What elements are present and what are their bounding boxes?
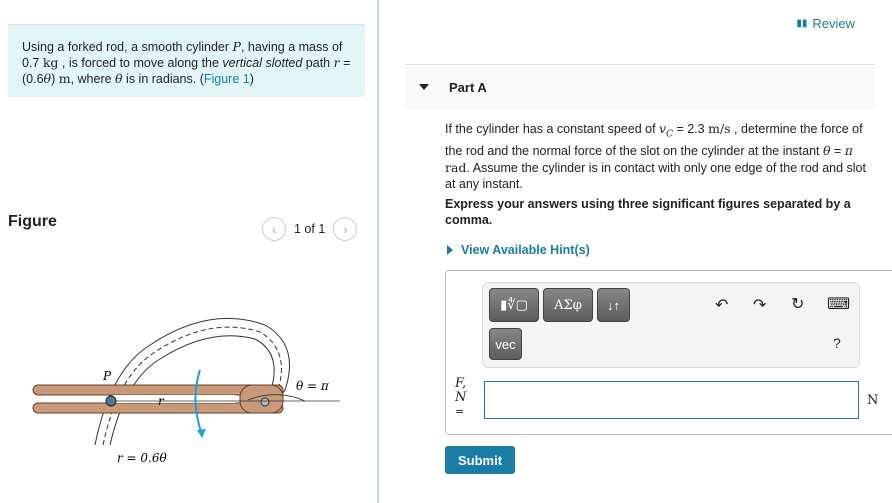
intro-text: , having a mass of 0.7 [22,40,343,70]
q-text: . Assume the cylinder is in contact with only one edge of the rod and slot at any instant. [445,160,866,191]
intro-text: ) [51,72,59,86]
figure-heading: Figure [8,213,57,230]
panel-divider[interactable] [377,0,379,503]
problem-intro [8,24,365,97]
var-pi: π [844,143,854,158]
answer-unit: N [867,393,879,408]
answer-input[interactable] [484,381,859,419]
unit-ms: m/s [708,121,731,136]
next-figure-button[interactable]: › [333,217,357,241]
reset-icon[interactable]: ↻ [791,296,805,313]
var-theta: θ [115,71,123,86]
pivot [261,398,269,406]
question-text [445,121,877,193]
rod-hub [240,385,283,413]
intro-text: , is forced to move along the [58,56,223,70]
review-icon: ▮▮ [796,18,808,29]
slot-outer [95,318,290,445]
answer-label [455,377,466,419]
var-v: v [659,121,667,136]
q-text: = [830,144,845,158]
label-eq: = [455,405,465,418]
var-r: r [333,55,340,70]
forked-rod-figure [0,250,370,490]
left-panel [0,0,378,503]
greek-symbols-button[interactable]: ΑΣφ [543,288,593,322]
label-f: F, [455,376,467,391]
collapse-triangle-icon [419,84,429,90]
label-theta: θ = π [296,379,329,393]
undo-icon[interactable]: ↶ [715,297,729,314]
var-p: P [232,39,241,54]
pager-count: 1 of 1 [294,222,326,236]
label-p: P [103,369,112,383]
cylinder-p [106,396,116,406]
templates-button[interactable]: ▮∜▢ [489,288,539,322]
label-n: N [455,390,467,405]
figure-link[interactable]: Figure 1 [203,72,250,86]
var-theta: θ [43,71,52,86]
intro-text: = (0.6 [22,56,351,86]
hints-toggle[interactable] [447,243,590,257]
q-text: , determine the force of the rod and the normal force of the slot on the cylinder at the instant [445,122,863,158]
subscript-superscript-button[interactable]: ↓↑ [597,288,630,322]
part-a-header[interactable] [405,64,875,109]
review-label: Review [812,16,855,31]
submit-button[interactable]: Submit [445,446,515,474]
arrowhead [197,429,206,438]
unit-kg: kg [42,55,59,70]
var-sub: C [666,129,673,140]
unit-rad: rad [445,159,467,175]
instructions: Express your answers using three significant figures separated by a comma. [445,197,851,227]
intro-text: Using a forked rod, a smooth cylinder [22,40,233,54]
redo-icon[interactable]: ↷ [753,297,767,314]
help-icon[interactable]: ? [833,335,841,351]
intro-text: ) [249,72,254,86]
label-path: r = 0.6θ [117,451,167,465]
expand-triangle-icon [447,245,453,255]
vec-button[interactable]: vec [489,328,522,360]
label-r: r [158,394,164,408]
rod-slot [110,395,238,403]
q-text: = 2.3 [672,122,709,136]
unit-m: m [58,71,71,86]
part-a-title: Part A [449,79,487,95]
math-toolbar [482,282,860,368]
q-text: If the cylinder has a constant speed of [445,122,660,136]
intro-text: is in radians. ( [122,72,204,86]
keyboard-icon[interactable]: ⌨ [827,296,851,313]
intro-text: path [302,56,334,70]
intro-text: , where [70,72,116,86]
figure-pager [262,217,357,241]
intro-italic: vertical slotted [222,56,303,70]
review-link[interactable] [796,16,855,31]
prev-figure-button[interactable]: ‹ [262,217,286,241]
var-theta: θ [823,143,831,158]
hint-label: View Available Hint(s) [461,243,590,257]
